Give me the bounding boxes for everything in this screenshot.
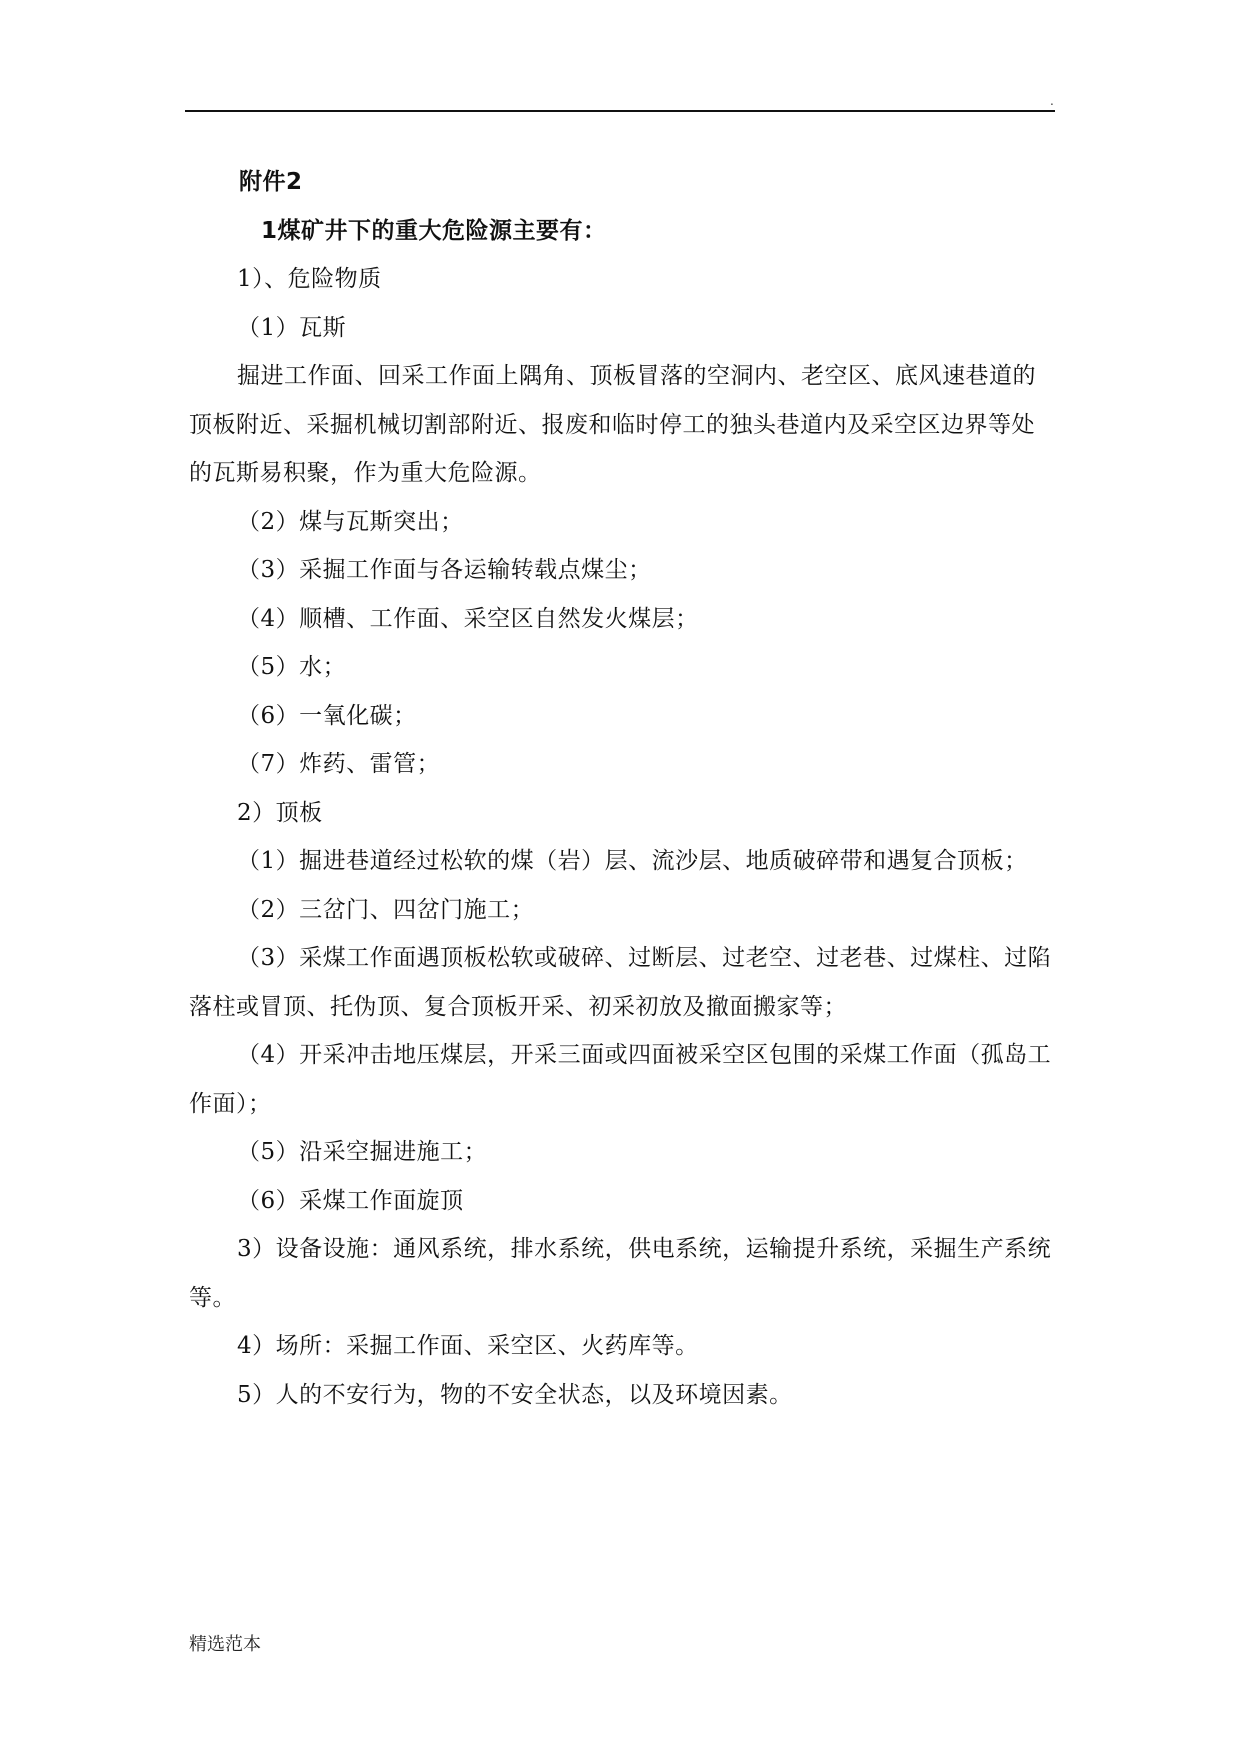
section-4: 4）场所：采掘工作面、采空区、火药库等。 (237, 1333, 699, 1359)
roof-item-3: （3）采煤工作面遇顶板松软或破碎、过断层、过老空、过老巷、过煤柱、过陷落柱或冒顶、托伪顶、复合顶板开采、初采初放及撤面搬家等； (189, 945, 1052, 1020)
item-co: （6）一氧化碳； (237, 702, 417, 729)
roof-item-4: （4）开采冲击地压煤层，开采三面或四面被采空区包围的采煤工作面（孤岛工作面）； (189, 1042, 1052, 1117)
item-gas-body: 掘进工作面、回采工作面上隅角、顶板冒落的空洞内、老空区、底风速巷道的顶板附近、采掘机械切割部附近、报废和临时停工的独头巷道内及采空区边界等处的瓦斯易积聚，作为重大危险源。 (189, 363, 1036, 486)
item-dust: （3）采掘工作面与各运输转载点煤尘； (237, 557, 652, 583)
item-water: （5）水； (237, 654, 347, 680)
footer-label: 精选范本 (189, 1634, 261, 1655)
section-2-title: 2）顶板 (237, 799, 323, 826)
roof-item-1: （1）掘进巷道经过松软的煤（岩）层、流沙层、地质破碎带和遇复合顶板； (237, 848, 1028, 874)
annex-label: 附件2 (239, 169, 303, 195)
item-explosive: （7）炸药、雷管； (237, 751, 441, 777)
header-rule (185, 110, 1055, 112)
main-heading: 1煤矿井下的重大危险源主要有： (261, 217, 607, 244)
section-1-title: 1）、危险物质 (237, 266, 382, 292)
section-3: 3）设备设施：通风系统，排水系统，供电系统，运输提升系统，采掘生产系统等。 (189, 1236, 1052, 1311)
item-outburst: （2）煤与瓦斯突出； (237, 508, 464, 535)
roof-item-5: （5）沿采空掘进施工； (237, 1139, 488, 1165)
roof-item-6: （6）采煤工作面旋顶 (237, 1187, 464, 1214)
item-gas-title: （1）瓦斯 (237, 314, 347, 341)
header-mark: . (1050, 94, 1054, 108)
section-5: 5）人的不安行为，物的不安全状态，以及环境因素。 (237, 1381, 793, 1408)
item-fire: （4）顺槽、工作面、采空区自然发火煤层； (237, 605, 699, 632)
roof-item-2: （2）三岔门、四岔门施工； (237, 896, 535, 923)
document-body (189, 158, 1055, 1419)
